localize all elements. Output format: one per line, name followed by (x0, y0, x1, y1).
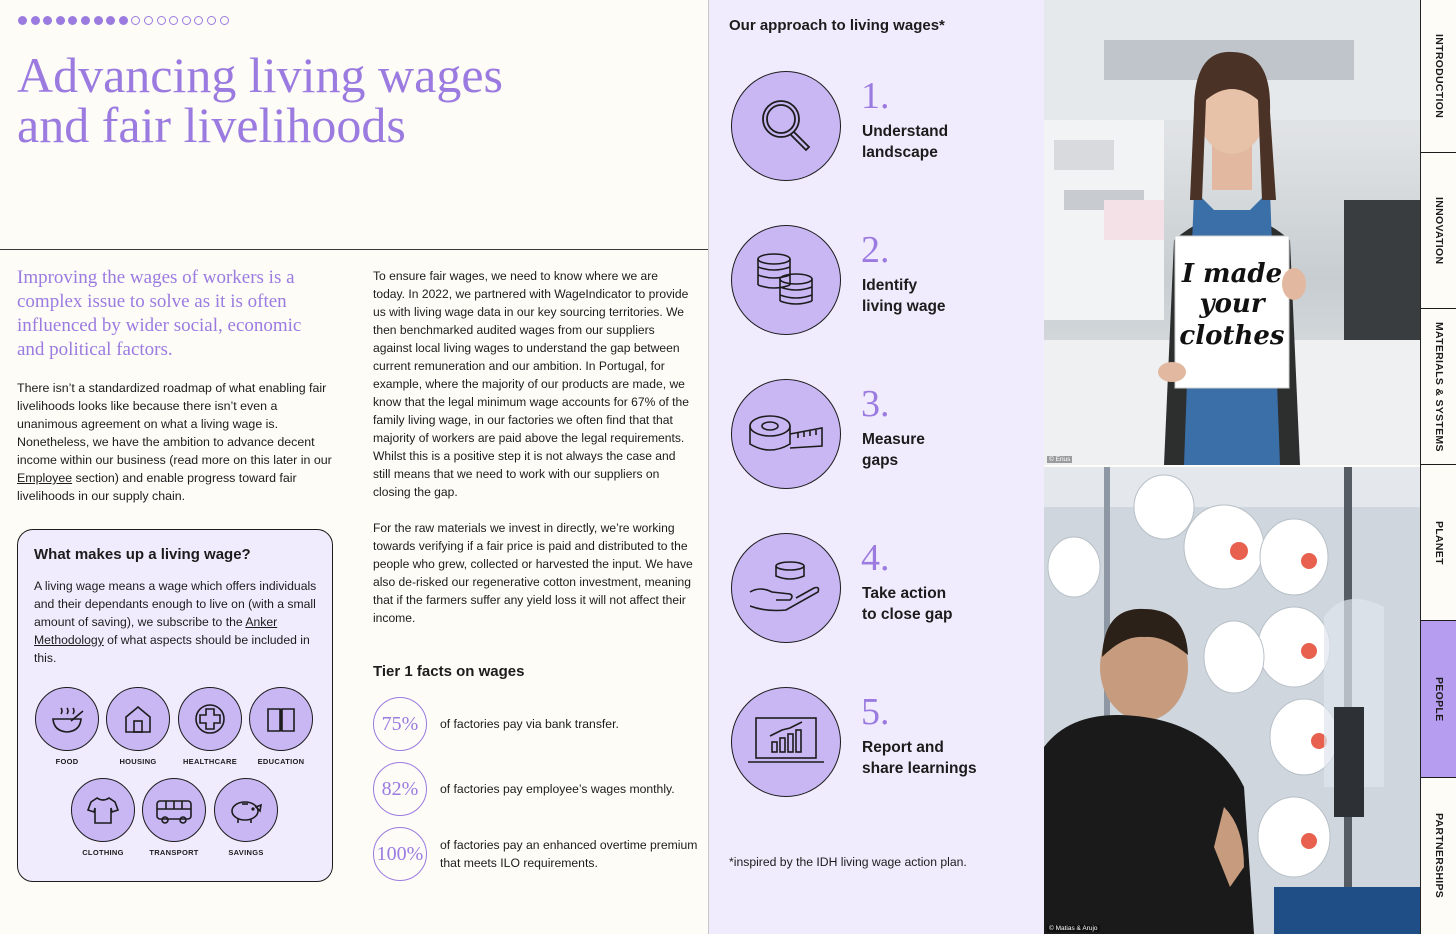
tab-people[interactable] (1421, 621, 1456, 777)
fact-text: of factories pay an enhanced overtime premium that meets ILO requirements. (440, 838, 698, 870)
tab-partnerships[interactable] (1421, 778, 1456, 934)
step-text (862, 121, 1012, 163)
intro-text-before: There isn’t a standardized roadmap of what enabling fair livelihoods looks like because there isn’t even a unanimous agreement on what a living wage is. Nonetheless, we have the ambition to advance decent income within our business (read more on this later in our (17, 381, 332, 467)
progress-dot-filled[interactable] (81, 16, 90, 25)
box-text-before: A living wage means a wage which offers individuals and their dependants enough to live on (with a small amount of saving), we subscribe to the (34, 579, 317, 629)
step-line-1: Understand (862, 123, 949, 140)
fact-percentage: 100% (373, 827, 427, 881)
page-progress-dots (18, 16, 229, 25)
body-column (373, 267, 693, 645)
sign-line-3: clothes (1179, 321, 1285, 351)
photo2-credit: © Matias & Arujo (1049, 925, 1098, 932)
photo-yarn-factory (1044, 467, 1420, 934)
photo-worker-with-sign (1044, 0, 1420, 465)
house-icon (106, 687, 170, 751)
photo-illustration (1044, 467, 1420, 934)
step-text (862, 429, 1012, 471)
fact-item (373, 697, 703, 753)
tab-label: PARTNERSHIPS (1433, 813, 1445, 899)
section-tabs (1420, 0, 1456, 934)
tab-label: PEOPLE (1433, 676, 1445, 722)
progress-dot-empty[interactable] (131, 16, 140, 25)
lead-paragraph: Improving the wages of workers is a complex issue to solve as it is often influenced by wider social, economic and political factors. (17, 267, 302, 360)
need-label: HOUSING (119, 757, 157, 766)
step-line-2: gaps (862, 452, 899, 469)
progress-dot-empty[interactable] (194, 16, 203, 25)
progress-dot-filled[interactable] (56, 16, 65, 25)
progress-dot-filled[interactable] (119, 16, 128, 25)
tab-innovation[interactable] (1421, 153, 1456, 308)
box-text-after: of what aspects should be included in this. (34, 633, 310, 665)
approach-footnote: *inspired by the IDH living wage action plan. (729, 855, 967, 869)
progress-dot-empty[interactable] (144, 16, 153, 25)
progress-dot-empty[interactable] (220, 16, 229, 25)
need-label: CLOTHING (82, 848, 124, 857)
step-line-2: landscape (862, 144, 938, 161)
bowl-icon (35, 687, 99, 751)
photo1-credit: © Erius (1049, 456, 1071, 463)
fact-item (373, 762, 703, 818)
box-text (34, 577, 324, 667)
facts-title: Tier 1 facts on wages (373, 663, 525, 680)
title-line-1: Advancing living wages (17, 47, 504, 103)
medical-cross-icon (178, 687, 242, 751)
need-education (248, 687, 314, 766)
progress-dot-empty[interactable] (182, 16, 191, 25)
progress-dot-filled[interactable] (31, 16, 40, 25)
tab-label: INNOVATION (1433, 196, 1445, 265)
tab-label: MATERIALS & SYSTEMS (1433, 321, 1445, 452)
progress-dot-filled[interactable] (106, 16, 115, 25)
intro-paragraph (17, 379, 337, 505)
need-label: SAVINGS (228, 848, 264, 857)
fact-percentage: 82% (373, 762, 427, 816)
progress-dot-filled[interactable] (18, 16, 27, 25)
living-wage-box (17, 529, 333, 882)
step-line-2: share learnings (862, 760, 977, 777)
progress-dot-filled[interactable] (68, 16, 77, 25)
step-line-1: Take action (862, 585, 947, 602)
tab-planet[interactable] (1421, 465, 1456, 620)
employee-link[interactable]: Employee (17, 471, 73, 485)
sign-line-2: your (1199, 289, 1265, 319)
piggy-bank-icon (214, 778, 278, 842)
left-page (0, 0, 708, 934)
book-icon (249, 687, 313, 751)
step-text (862, 275, 1012, 317)
step-line-1: Measure (862, 431, 925, 448)
approach-panel (708, 0, 1044, 934)
need-housing (105, 687, 171, 766)
need-food (34, 687, 100, 766)
body-paragraph-2: For the raw materials we invest in directly, we’re working towards verifying if a fair price is paid and distributed to the people who grew, collected or harvested the input. We have also de-risked our regenerative cotton investment, meaning that if the farmers suffer any yield loss it will not affect their income. (373, 521, 693, 625)
fact-item (373, 827, 703, 883)
tape-measure-icon (731, 379, 841, 489)
need-healthcare (177, 687, 243, 766)
title-line-2: and fair livelihoods (17, 97, 406, 153)
photo-illustration (1044, 0, 1420, 465)
need-label: HEALTHCARE (182, 757, 238, 766)
fact-text: of factories pay employee’s wages monthly. (440, 782, 675, 796)
step-number: 4. (861, 537, 890, 579)
step-line-2: living wage (862, 298, 946, 315)
approach-title: Our approach to living wages* (729, 17, 945, 34)
progress-dot-filled[interactable] (43, 16, 52, 25)
step-number: 1. (861, 75, 890, 117)
need-label: EDUCATION (257, 757, 305, 766)
step-line-1: Report and (862, 739, 944, 756)
step-number: 3. (861, 383, 890, 425)
sign-line-1: I made (1181, 259, 1283, 289)
step-text (862, 737, 1012, 779)
approach-step-1 (731, 71, 1031, 181)
body-paragraph-1: To ensure fair wages, we need to know where we are today. In 2022, we partnered with WageIndicator to provide us with living wage data in our key sourcing territories. We then benchmarked audited wages from our suppliers against local living wages to understand the gap between current remuneration and our ambition. In Portugal, for example, where the majority of our products are made, we know that the legal minimum wage accounts for 67% of the family living wage, in our factories we often find that that majority of workers are paid above the legal requirements. Whilst this is a positive step it is not always the case and still means that we need to work with our suppliers on closing the gap. (373, 269, 689, 499)
step-number: 5. (861, 691, 890, 733)
step-number: 2. (861, 229, 890, 271)
magnifier-icon (731, 71, 841, 181)
laptop-chart-icon (731, 687, 841, 797)
need-transport (141, 778, 207, 857)
page-title (17, 47, 617, 153)
step-line-2: to close gap (862, 606, 953, 623)
box-title: What makes up a living wage? (34, 546, 251, 563)
approach-step-3 (731, 379, 1031, 489)
intro-text-after: section) and enable progress toward fair livelihoods in our supply chain. (17, 471, 297, 503)
progress-dot-empty[interactable] (157, 16, 166, 25)
tab-introduction[interactable] (1421, 0, 1456, 152)
tshirt-icon (71, 778, 135, 842)
bus-icon (142, 778, 206, 842)
approach-step-5 (731, 687, 1031, 797)
anker-methodology-link[interactable]: Anker Methodology (34, 615, 278, 647)
tab-label: PLANET (1433, 520, 1445, 565)
progress-dot-empty[interactable] (169, 16, 178, 25)
coins-icon (731, 225, 841, 335)
need-label: TRANSPORT (149, 848, 199, 857)
hand-coins-icon (731, 533, 841, 643)
need-label: FOOD (55, 757, 79, 766)
progress-dot-empty[interactable] (207, 16, 216, 25)
tab-materials-systems[interactable] (1421, 309, 1456, 464)
fact-text: of factories pay via bank transfer. (440, 717, 619, 731)
fact-percentage: 75% (373, 697, 427, 751)
approach-step-4 (731, 533, 1031, 643)
need-clothing (70, 778, 136, 857)
tab-label: INTRODUCTION (1433, 33, 1445, 119)
approach-step-2 (731, 225, 1031, 335)
step-text (862, 583, 1012, 625)
step-line-1: Identify (862, 277, 918, 294)
progress-dot-filled[interactable] (94, 16, 103, 25)
section-divider (0, 249, 708, 250)
need-savings (213, 778, 279, 857)
